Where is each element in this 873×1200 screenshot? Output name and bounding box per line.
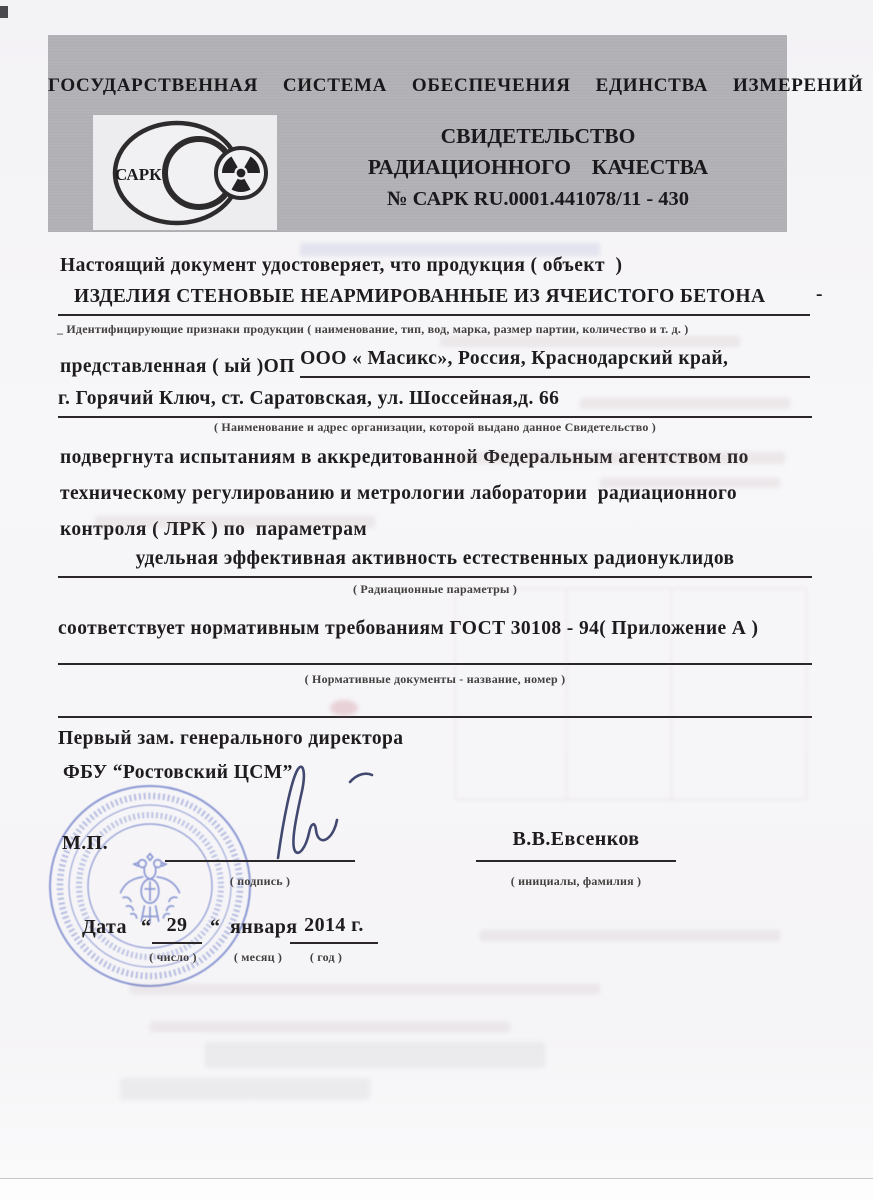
- tested-line1: подвергнута испытаниям в аккредитованной Федеральным агентством по: [60, 447, 749, 468]
- bleedthrough-mark: [150, 1022, 510, 1032]
- scan-artifact: [0, 6, 8, 18]
- position-line1: Первый зам. генерального директора: [58, 728, 404, 749]
- bleedthrough-mark: [95, 516, 375, 528]
- logo-text: САРК: [115, 165, 162, 184]
- organization-line2: г. Горячий Ключ, ст. Саратовская, ул. Шоссейная,д. 66: [58, 388, 560, 409]
- tested-line3: контроля ( ЛРК ) по параметрам: [60, 519, 368, 540]
- signer-name: В.В.Евсенков: [512, 828, 640, 850]
- date-quote-close: “: [210, 916, 221, 938]
- date-year: 2014 г.: [304, 914, 364, 936]
- bleedthrough-mark: [480, 930, 780, 941]
- bleedthrough-mark: [130, 984, 600, 994]
- date-day-field: [152, 914, 202, 944]
- bleedthrough-table-line: [671, 589, 672, 799]
- certificate-title-line1: СВИДЕТЕЛЬСТВО: [440, 124, 636, 148]
- parameter-caption: ( Радиационные параметры ): [352, 582, 518, 596]
- position-line2: ФБУ “Ростовский ЦСМ”: [63, 762, 293, 783]
- pink-smudge: [330, 700, 358, 716]
- presented-row: [60, 350, 810, 378]
- header-band: [48, 35, 864, 232]
- product-name: ИЗДЕЛИЯ СТЕНОВЫЕ НЕАРМИРОВАННЫЕ ИЗ ЯЧЕИСТОГО БЕТОНА: [74, 286, 766, 307]
- certificate-title: [298, 121, 778, 215]
- bleedthrough-mark: [455, 452, 785, 464]
- certificate-title-line2: РАДИАЦИОННОГО КАЧЕСТВА: [367, 155, 709, 179]
- organization-caption: ( Наименование и адрес организации, которой выдано данное Свидетельство ): [214, 420, 656, 434]
- date-quote-open: “: [141, 916, 152, 938]
- tested-line2: техническому регулированию и метрологии лаборатории радиационного: [60, 483, 737, 504]
- normative-caption: ( Нормативные документы - название, номер ): [304, 672, 566, 686]
- sark-logo: [93, 115, 277, 230]
- compliance-line: соответствует нормативным требованиям ГОСТ 30108 - 94( Приложение А ): [58, 618, 759, 639]
- month-caption: ( месяц ): [233, 950, 283, 964]
- name-field: [476, 828, 676, 862]
- signature-caption: ( подпись ): [229, 874, 291, 888]
- bleedthrough-mark: [120, 1078, 370, 1100]
- date-month: января: [230, 916, 298, 938]
- organization-line1: ООО « Масикс», Россия, Краснодарский край,: [300, 348, 810, 378]
- page-bottom-edge: [0, 1178, 873, 1200]
- year-caption: ( год ): [309, 950, 343, 964]
- system-title: ГОСУДАРСТВЕННАЯ СИСТЕМА ОБЕСПЕЧЕНИЯ ЕДИНСТВА ИЗМЕРЕНИЙ: [48, 75, 864, 96]
- name-caption: ( инициалы, фамилия ): [510, 874, 642, 888]
- product-caption: _ Идентифицирующие признаки продукции ( наименование, тип, вод, марка, размер партии, количество и т. д. ): [57, 322, 689, 336]
- intro-line: Настоящий документ удостоверяет, что продукция ( объект ): [60, 255, 623, 276]
- parameter-field: [58, 548, 812, 578]
- bleedthrough-mark: [600, 478, 780, 488]
- seal-label: М.П.: [62, 832, 109, 854]
- date-day: 29: [166, 914, 188, 936]
- bleedthrough-mark: [580, 398, 790, 409]
- bleedthrough-table: [455, 588, 807, 800]
- parameter-value: удельная эффективная активность естественных радионуклидов: [135, 548, 735, 569]
- signature-scribble: [250, 758, 410, 868]
- presented-label: представленная ( ый )ОП: [60, 356, 301, 377]
- day-caption: ( число ): [149, 950, 197, 964]
- date-label: Дата: [82, 916, 127, 938]
- date-year-field: [290, 914, 378, 944]
- bleedthrough-table-line: [566, 589, 567, 799]
- sark-logo-icon: [93, 115, 277, 230]
- product-name-field: [58, 286, 810, 316]
- certificate-number: № САРК RU.0001.441078/11 - 430: [386, 188, 690, 210]
- bleedthrough-mark: [440, 336, 740, 347]
- product-name-suffix: -: [816, 284, 823, 305]
- bleedthrough-mark: [205, 1042, 545, 1068]
